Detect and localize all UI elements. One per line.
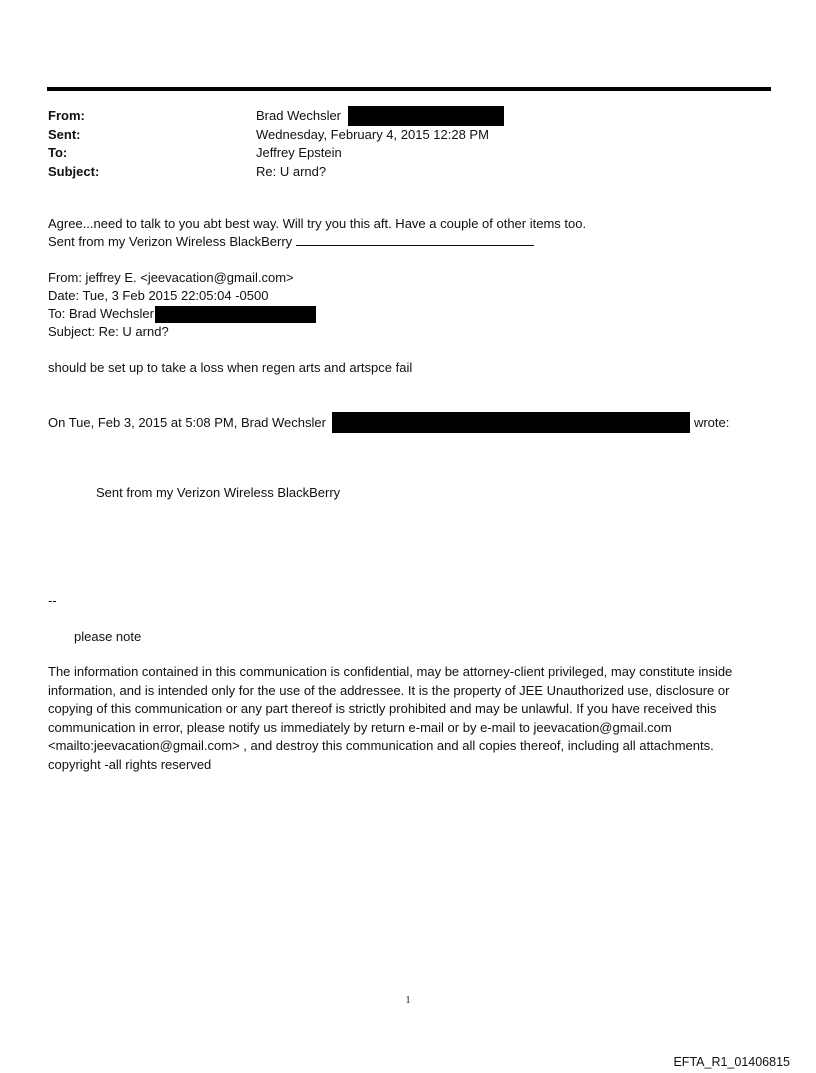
sent-value: Wednesday, February 4, 2015 12:28 PM <box>256 126 489 142</box>
bates-number: EFTA_R1_01406815 <box>673 1055 790 1069</box>
to-label: To: <box>48 145 68 160</box>
subject-label: Subject: <box>48 163 100 179</box>
redaction-bar <box>348 106 504 126</box>
reply-line-2 <box>48 233 534 251</box>
quoted-from: From: jeffrey E. <jeevacation@gmail.com> <box>48 270 294 285</box>
to-value: Jeffrey Epstein <box>256 145 342 160</box>
subject-row <box>48 163 768 182</box>
page-number: 1 <box>405 995 411 1006</box>
separator-underline <box>296 233 534 246</box>
quoted-sent-from: Sent from my Verizon Wireless BlackBerry <box>96 485 341 500</box>
sent-label: Sent: <box>48 126 81 142</box>
on-wrote-line <box>48 412 729 433</box>
sent-row <box>48 126 768 145</box>
quoted-date: Date: Tue, 3 Feb 2015 22:05:04 -0500 <box>48 288 269 303</box>
from-value: Brad Wechsler <box>256 108 342 123</box>
redaction-bar <box>155 306 316 323</box>
redaction-bar <box>332 412 690 433</box>
quoted-message: should be set up to take a loss when regen arts and artspce fail <box>48 360 413 375</box>
from-row <box>48 107 768 126</box>
disclaimer: The information contained in this communication is confidential, may be attorney-client privileged, may constitute inside information, and is intended only for the use of the addressee. It is the property of JEE Unauthorized use, disclosure or copying of this communication or any part thereof is strictly prohibited and may be unlawful. If you have received this communication in error, please notify us immediately by return e-mail or by e-mail to jeevacation@gmail.com <mailto:jeevacation@gmail.com> , and destroy this communication and all copies thereof, including all attachments. copyright -all rights reserved <box>48 664 733 772</box>
quoted-subject: Subject: Re: U arnd? <box>48 324 169 339</box>
on-suffix: wrote: <box>693 414 730 430</box>
from-label: From: <box>48 108 85 123</box>
on-prefix: On Tue, Feb 3, 2015 at 5:08 PM, Brad Wechsler <box>48 414 326 430</box>
signature-dashes: -- <box>48 593 57 608</box>
subject-value: Re: U arnd? <box>256 163 327 179</box>
email-header <box>48 107 768 181</box>
please-note: please note <box>74 629 142 644</box>
header-rule <box>47 87 771 91</box>
quoted-to: To: Brad Wechsler <box>48 306 154 321</box>
reply-sent-from: Sent from my Verizon Wireless BlackBerry <box>48 234 293 249</box>
reply-line-1: Agree...need to talk to you abt best way. Will try you this aft. Have a couple of other items too. <box>48 216 587 231</box>
quoted-to-row <box>48 305 316 323</box>
to-row <box>48 144 768 163</box>
